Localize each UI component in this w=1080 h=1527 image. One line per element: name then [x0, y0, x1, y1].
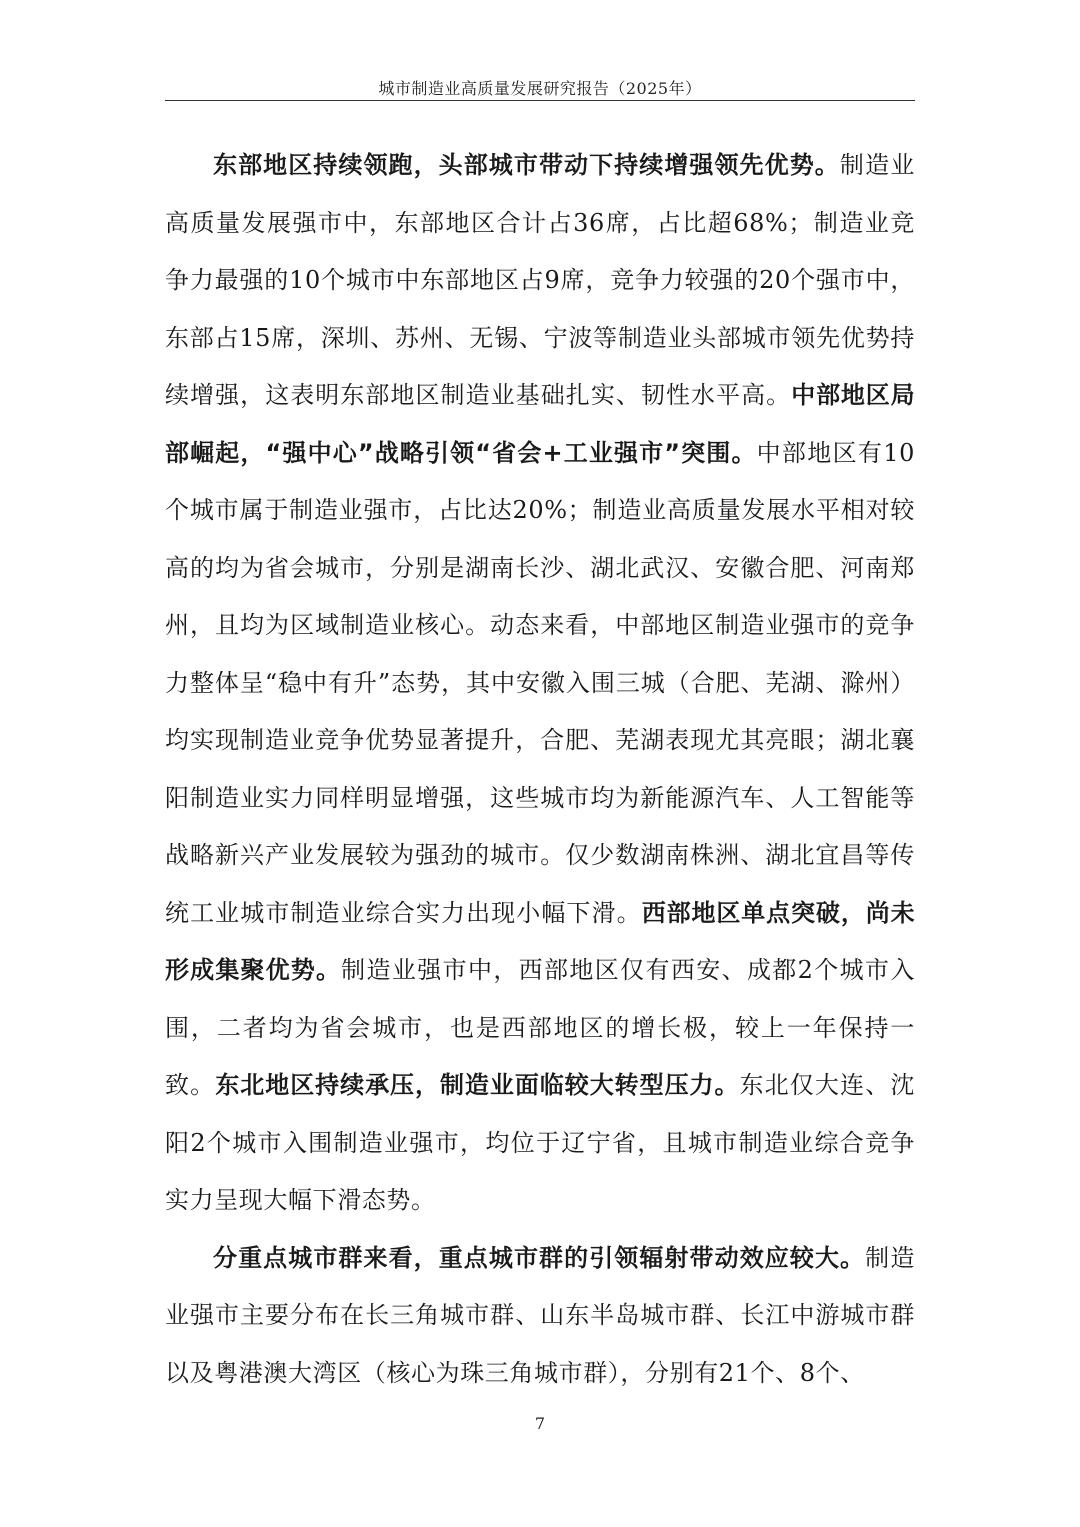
bold-heading-east: 东部地区持续领跑，头部城市带动下持续增强领先优势。: [213, 151, 840, 179]
text-northeast: 东北仅大连、沈阳2个城市入围制造业强市，均位于辽宁省，且城市制造业综合竞争实力呈现大幅下滑态势。: [165, 1071, 916, 1214]
bold-heading-clusters: 分重点城市群来看，重点城市群的引领辐射带动效应较大。: [213, 1243, 866, 1272]
text-clusters: 制造业强市主要分布在长三角城市群、山东半岛城市群、长江中游城市群以及粤港澳大湾区（核心为珠三角城市群），分别有21个、8个、: [165, 1243, 915, 1387]
text-central: 中部地区有10个城市属于制造业强市，占比达20%；制造业高质量发展水平相对较高的均为省会城市，分别是湖南长沙、湖北武汉、安徽合肥、河南郑州，且均为区域制造业核心。动态来看，中部地区制造业强市的竞争力整体呈“稳中有升”态势，其中安徽入围三城（合肥、芜湖、滁州）均实现制造业竞争优势显著提升，合肥、芜湖表现尤其亮眼；湖北襄阳制造业实力同样明显增强，这些城市均为新能源汽车、人工智能等战略新兴产业发展较为强劲的城市。仅少数湖南株洲、湖北宜昌等传统工业城市制造业综合实力出现小幅下滑。: [165, 438, 915, 927]
text-west: 制造业强市中，西部地区仅有西安、成都2个城市入围，二者均为省会城市，也是西部地区的增长极，较上一年保持一致。: [165, 956, 915, 1099]
text-east: 制造业高质量发展强市中，东部地区合计占36席，占比超68%；制造业竞争力最强的10个城市中东部地区占9席，竞争力较强的20个强市中，东部占15席，深圳、苏州、无锡、宁波等制造业头部城市领先优势持续增强，这表明东部地区制造业基础扎实、韧性水平高。: [165, 151, 915, 409]
bold-heading-west: 西部地区单点突破，尚未形成集聚优势。: [165, 898, 915, 984]
paragraph-city-clusters: [165, 1230, 915, 1403]
running-header: 城市制造业高质量发展研究报告（2025年）: [378, 79, 702, 98]
bold-heading-northeast: 东北地区持续承压，制造业面临较大转型压力。: [215, 1071, 740, 1099]
body-text: [165, 137, 915, 1402]
bold-heading-central: 中部地区局部崛起，“强中心”战略引领“省会+工业强市”突围。: [165, 381, 916, 467]
header-rule: [165, 100, 915, 101]
paragraph-regional: [165, 137, 915, 1230]
page-number: 7: [534, 1414, 546, 1433]
